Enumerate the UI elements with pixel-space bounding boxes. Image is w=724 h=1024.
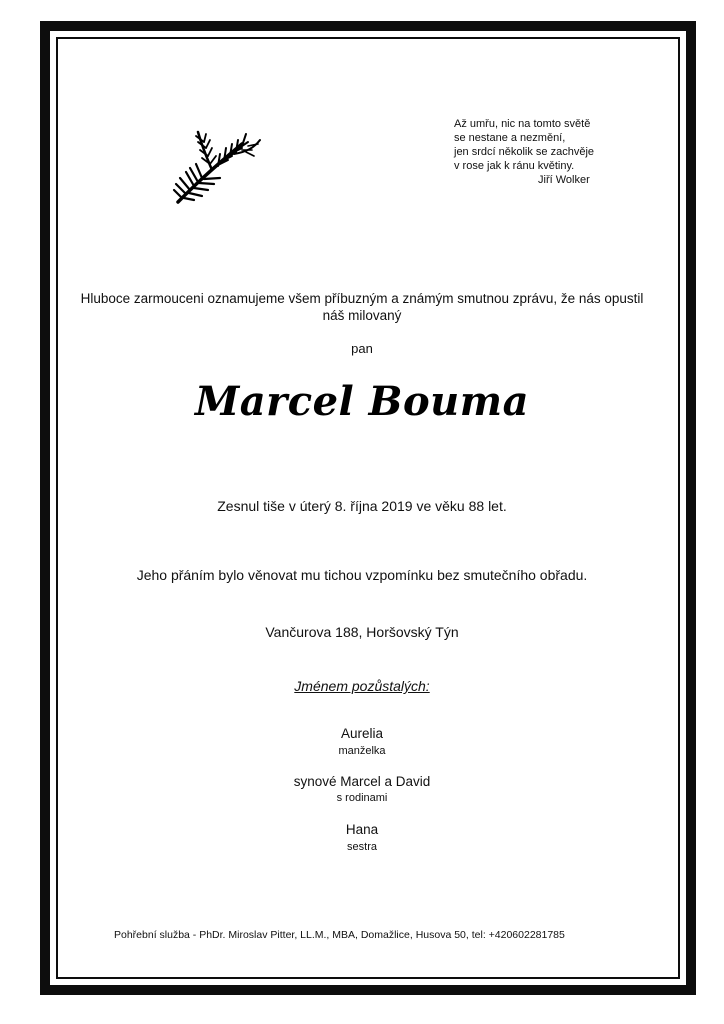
mourner-name: Aurelia xyxy=(340,726,384,741)
mourner-name: Hana xyxy=(345,822,379,837)
poem-quote xyxy=(454,117,644,187)
poem-line: v rose jak k ránu květiny. xyxy=(454,160,575,172)
mourner-relation: sestra xyxy=(347,841,377,853)
intro-text: Hluboce zarmouceni oznamujeme všem příbuzným a známým smutnou zprávu, že nás opustil náš milovaný xyxy=(80,291,644,323)
address: Vančurova 188, Horšovský Týn xyxy=(265,624,459,640)
poem-line: se nestane a nezmění, xyxy=(454,132,566,144)
death-notice: Zesnul tiše v úterý 8. října 2019 ve věku 88 let. xyxy=(217,498,507,514)
wish-text: Jeho přáním bylo věnovat mu tichou vzpomínku bez smutečního obřadu. xyxy=(136,567,588,583)
poem-line: Až umřu, nic na tomto světě xyxy=(454,118,591,130)
title-text: pan xyxy=(351,341,373,356)
funeral-service-footer: Pohřební služba - PhDr. Miroslav Pitter, LL.M., MBA, Domažlice, Husova 50, tel: +420602281785 xyxy=(114,929,565,941)
mourner-relation: s rodinami xyxy=(336,792,388,804)
mourner-name: synové Marcel a David xyxy=(293,774,431,789)
deceased-name: Marcel Bouma xyxy=(194,378,529,425)
poem-author: Jiří Wolker xyxy=(538,174,590,186)
poem-line: jen srdcí několik se zachvěje xyxy=(454,146,595,158)
mourners-heading: Jménem pozůstalých: xyxy=(294,678,430,694)
fir-branch-icon xyxy=(172,126,262,206)
mourner-relation: manželka xyxy=(338,745,386,757)
